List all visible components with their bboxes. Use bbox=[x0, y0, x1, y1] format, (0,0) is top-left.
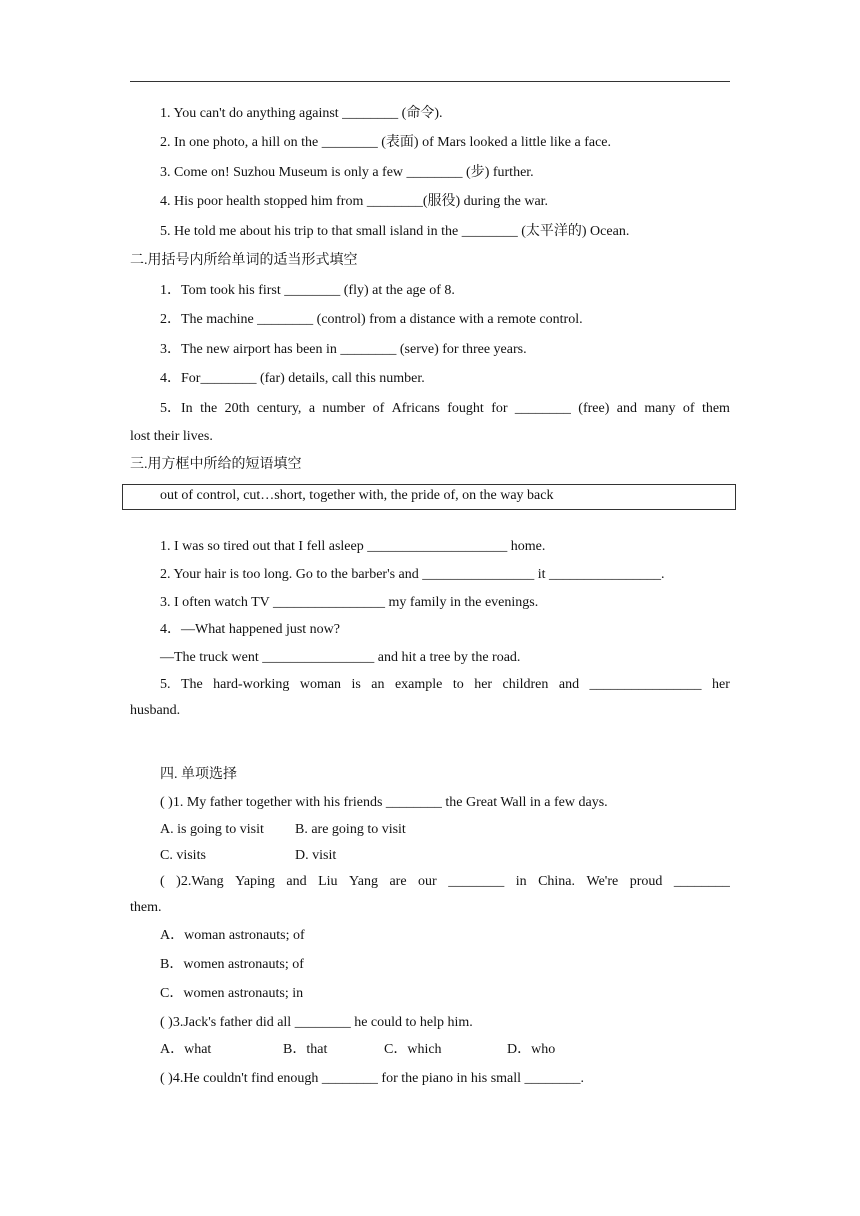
s2-item-5-line2: lost their lives. bbox=[130, 429, 213, 444]
s1-item-2: 2. In one photo, a hill on the ________ (表面) of Mars looked a little like a face. bbox=[160, 135, 612, 150]
s3-item-5-line2: husband. bbox=[130, 703, 181, 718]
q4-stem: ( )4.He couldn't find enough ________ for the piano in his small ________. bbox=[160, 1071, 585, 1086]
s1-item-1: 1. You can't do anything against ________ (命令). bbox=[160, 106, 443, 121]
header-rule bbox=[130, 81, 730, 82]
s2-item-2: 2．The machine ________ (control) from a distance with a remote control. bbox=[160, 312, 583, 327]
q3-stem: ( )3.Jack's father did all ________ he could to help him. bbox=[160, 1015, 473, 1030]
section-3-heading: 三.用方框中所给的短语填空 bbox=[130, 457, 302, 472]
q1-option-a: A. is going to visit bbox=[160, 822, 264, 837]
q1-option-d: D. visit bbox=[295, 848, 337, 863]
q1-stem: ( )1. My father together with his friends ________ the Great Wall in a few days. bbox=[160, 795, 608, 810]
q2-stem-line2: them. bbox=[130, 900, 162, 915]
s3-item-4-answer: —The truck went ________________ and hit a tree by the road. bbox=[160, 650, 521, 665]
s3-item-2: 2. Your hair is too long. Go to the barber's and ________________ it ________________. bbox=[160, 567, 665, 582]
phrase-box bbox=[122, 484, 736, 510]
s2-item-3: 3．The new airport has been in ________ (serve) for three years. bbox=[160, 342, 527, 357]
q1-option-c: C. visits bbox=[160, 848, 206, 863]
phrase-box-text: out of control, cut…short, together with, the pride of, on the way back bbox=[160, 488, 554, 503]
s1-item-3: 3. Come on! Suzhou Museum is only a few ________ (步) further. bbox=[160, 165, 534, 180]
s2-item-5-line1: 5．In the 20th century, a number of Africans fought for ________ (free) and many of them bbox=[160, 401, 730, 416]
s3-item-1: 1. I was so tired out that I fell asleep ____________________ home. bbox=[160, 539, 546, 554]
q2-option-c: C．women astronauts; in bbox=[160, 986, 304, 1001]
q3-option-c: C．which bbox=[384, 1042, 442, 1057]
s2-item-4: 4．For________ (far) details, call this number. bbox=[160, 371, 425, 386]
q1-option-b: B. are going to visit bbox=[295, 822, 406, 837]
q3-option-b: B．that bbox=[283, 1042, 328, 1057]
section-4-heading: 四. 单项选择 bbox=[160, 767, 237, 782]
s3-item-4-question: 4．—What happened just now? bbox=[160, 622, 341, 637]
q2-option-a: A．woman astronauts; of bbox=[160, 928, 305, 943]
s3-item-5-line1: 5. The hard-working woman is an example to her children and ________________ her bbox=[160, 677, 730, 692]
q3-option-d: D．who bbox=[507, 1042, 556, 1057]
s1-item-4: 4. His poor health stopped him from ________(服役) during the war. bbox=[160, 194, 549, 209]
q2-stem-line1: ( )2.Wang Yaping and Liu Yang are our ________ in China. We're proud ________ bbox=[160, 874, 730, 889]
q3-option-a: A．what bbox=[160, 1042, 212, 1057]
s2-item-1: 1．Tom took his first ________ (fly) at the age of 8. bbox=[160, 283, 455, 298]
s3-item-3: 3. I often watch TV ________________ my family in the evenings. bbox=[160, 595, 539, 610]
s1-item-5: 5. He told me about his trip to that small island in the ________ (太平洋的) Ocean. bbox=[160, 224, 630, 239]
section-2-heading: 二.用括号内所给单词的适当形式填空 bbox=[130, 253, 358, 268]
q2-option-b: B．women astronauts; of bbox=[160, 957, 304, 972]
